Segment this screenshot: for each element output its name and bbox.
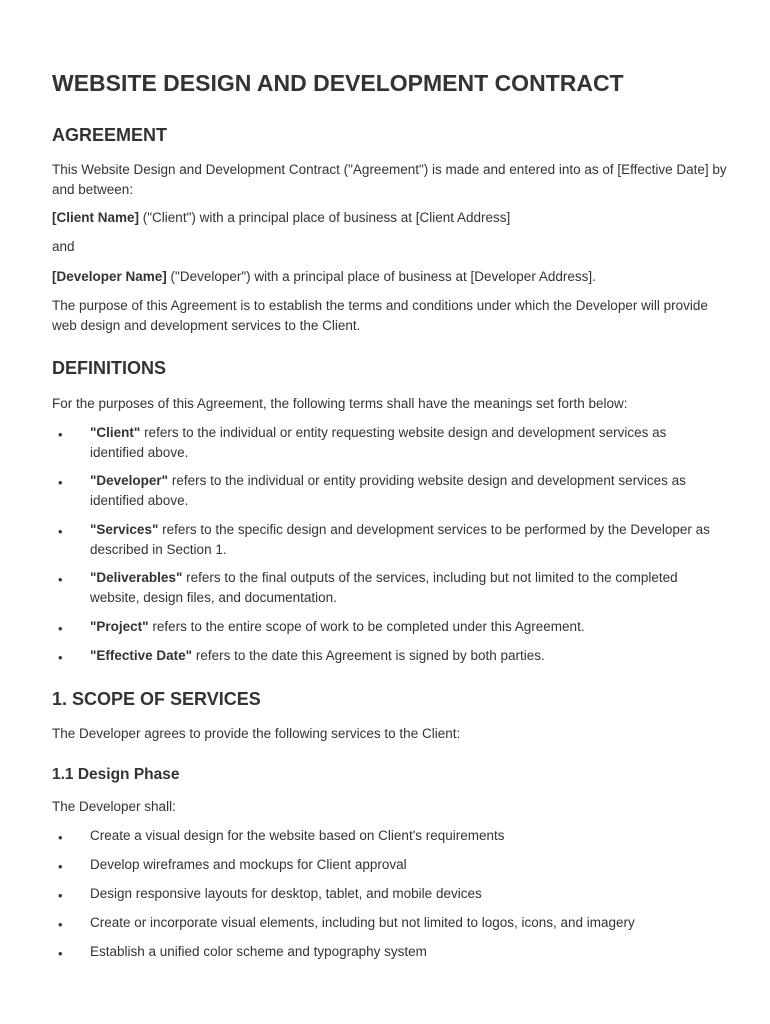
definition-term: "Developer" (90, 473, 169, 488)
bullet-icon: • (58, 475, 63, 490)
design-task-text: Design responsive layouts for desktop, tablet, and mobile devices (90, 886, 482, 901)
client-name-placeholder: [Client Name] (52, 210, 140, 225)
developer-name-placeholder: [Developer Name] (52, 269, 167, 284)
design-phase-heading: 1.1 Design Phase (52, 766, 180, 783)
definition-text: refers to the specific design and development services to be performed by the Developer as described in Section 1. (90, 522, 710, 557)
design-task-item (52, 942, 732, 962)
definition-text: refers to the individual or entity requesting website design and development services as identified above. (90, 425, 667, 460)
design-task-item (52, 913, 732, 933)
definition-text: refers to the individual or entity providing website design and development services as identified above. (90, 473, 686, 508)
design-task-text: Develop wireframes and mockups for Client approval (90, 857, 407, 872)
design-task-item (52, 884, 732, 904)
definition-term: "Project" (90, 619, 149, 634)
definition-term: "Services" (90, 522, 159, 537)
agreement-heading: AGREEMENT (52, 125, 168, 145)
scope-heading: 1. SCOPE OF SERVICES (52, 689, 261, 709)
developer-party-text: ("Developer") with a principal place of business at [Developer Address]. (166, 269, 596, 284)
definition-item-developer (52, 471, 732, 510)
design-task-item (52, 826, 732, 846)
design-task-text: Create a visual design for the website based on Client's requirements (90, 828, 505, 843)
definition-item-deliverables (52, 568, 732, 607)
definition-item-project (52, 617, 732, 637)
definition-item-client (52, 423, 732, 462)
bullet-icon: • (58, 572, 63, 587)
definition-term: "Client" (90, 425, 141, 440)
bullet-icon: • (58, 524, 63, 539)
definition-term: "Effective Date" (90, 648, 193, 663)
definitions-intro: For the purposes of this Agreement, the following terms shall have the meanings set forth below: (52, 396, 628, 411)
agreement-purpose: The purpose of this Agreement is to establish the terms and conditions under which the Developer will provide web design and development services to the Client. (52, 298, 708, 333)
scope-intro: The Developer agrees to provide the following services to the Client: (52, 726, 461, 741)
client-party-text: ("Client") with a principal place of business at [Client Address] (139, 210, 511, 225)
bullet-icon: • (58, 888, 63, 903)
design-task-item (52, 855, 732, 875)
definition-item-services (52, 520, 732, 559)
design-phase-intro: The Developer shall: (52, 799, 176, 814)
definition-text: refers to the entire scope of work to be completed under this Agreement. (148, 619, 585, 634)
design-task-text: Create or incorporate visual elements, including but not limited to logos, icons, and imagery (90, 915, 635, 930)
definition-text: refers to the final outputs of the services, including but not limited to the completed website, design files, and documentation. (90, 570, 678, 605)
document-title: WEBSITE DESIGN AND DEVELOPMENT CONTRACT (52, 70, 624, 96)
client-party-line (52, 208, 727, 228)
design-task-text: Establish a unified color scheme and typography system (90, 944, 427, 959)
definition-text: refers to the date this Agreement is signed by both parties. (192, 648, 545, 663)
bullet-icon: • (58, 427, 63, 442)
bullet-icon: • (58, 917, 63, 932)
bullet-icon: • (58, 859, 63, 874)
bullet-icon: • (58, 650, 63, 665)
bullet-icon: • (58, 830, 63, 845)
definition-term: "Deliverables" (90, 570, 183, 585)
agreement-intro: This Website Design and Development Contract ("Agreement") is made and entered into as of [Effective Date] by and between: (52, 162, 727, 197)
definition-item-effective-date (52, 646, 732, 666)
bullet-icon: • (58, 946, 63, 961)
bullet-icon: • (58, 621, 63, 636)
definitions-heading: DEFINITIONS (52, 358, 167, 378)
developer-party-line (52, 267, 727, 287)
and-text: and (52, 239, 75, 254)
